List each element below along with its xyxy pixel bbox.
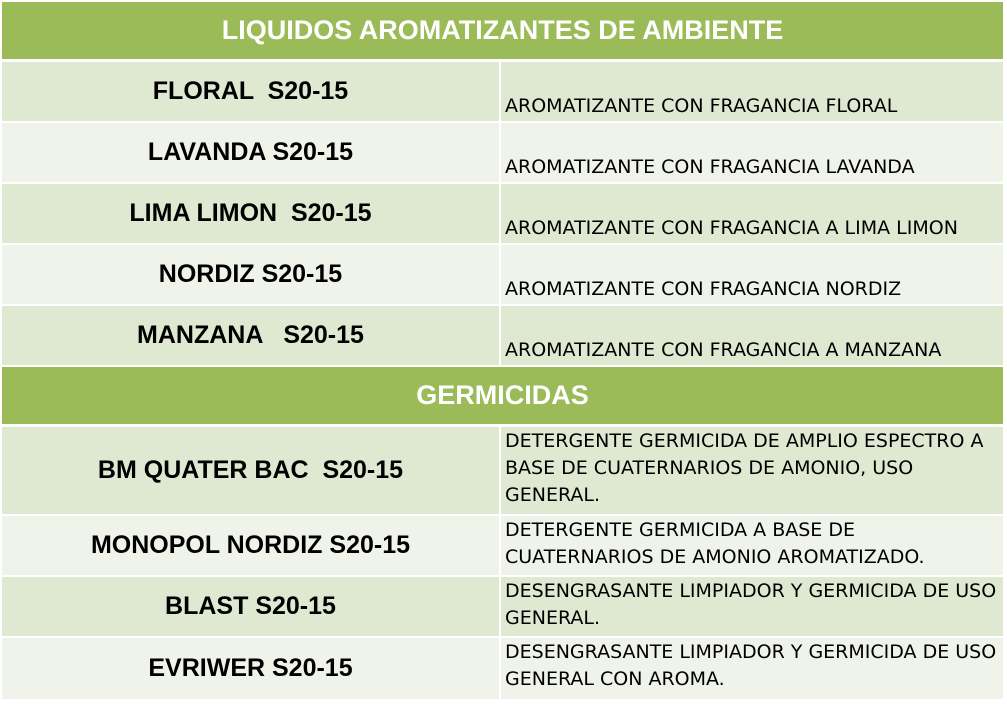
- product-description: DETERGENTE GERMICIDA A BASE DE CUATERNARIOS DE AMONIO AROMATIZADO.: [505, 519, 925, 568]
- section-header-aromatizantes: LIQUIDOS AROMATIZANTES DE AMBIENTE: [2, 2, 1003, 62]
- product-description: AROMATIZANTE CON FRAGANCIA FLORAL: [505, 95, 898, 117]
- product-name: BM QUATER BAC S20-15: [2, 427, 501, 514]
- product-description: AROMATIZANTE CON FRAGANCIA LAVANDA: [505, 156, 915, 178]
- product-name: MONOPOL NORDIZ S20-15: [2, 516, 501, 575]
- table-row: [2, 306, 1003, 367]
- product-name: LAVANDA S20-15: [2, 123, 501, 182]
- product-description: DESENGRASANTE LIMPIADOR Y GERMICIDA DE USO GENERAL.: [505, 580, 997, 629]
- table-row: [2, 245, 1003, 306]
- product-description: AROMATIZANTE CON FRAGANCIA A LIMA LIMON: [505, 217, 958, 239]
- product-name: NORDIZ S20-15: [2, 245, 501, 304]
- product-name: MANZANA S20-15: [2, 306, 501, 365]
- product-name: BLAST S20-15: [2, 577, 501, 636]
- table-row: [2, 62, 1003, 123]
- table-row: [2, 184, 1003, 245]
- product-name: LIMA LIMON S20-15: [2, 184, 501, 243]
- product-name: EVRIWER S20-15: [2, 638, 501, 699]
- section-header-germicidas: GERMICIDAS: [2, 367, 1003, 427]
- table-row: [2, 638, 1003, 699]
- table-row: [2, 516, 1003, 577]
- product-description: DETERGENTE GERMICIDA DE AMPLIO ESPECTRO A BASE DE CUATERNARIOS DE AMONIO, USO GENERAL.: [505, 430, 984, 506]
- product-description: DESENGRASANTE LIMPIADOR Y GERMICIDA DE USO GENERAL CON AROMA.: [505, 641, 997, 690]
- product-table: [2, 2, 1003, 699]
- product-description: AROMATIZANTE CON FRAGANCIA NORDIZ: [505, 278, 902, 300]
- product-name: FLORAL S20-15: [2, 62, 501, 121]
- product-description: AROMATIZANTE CON FRAGANCIA A MANZANA: [505, 339, 942, 361]
- table-row: [2, 427, 1003, 516]
- table-row: [2, 577, 1003, 638]
- table-row: [2, 123, 1003, 184]
